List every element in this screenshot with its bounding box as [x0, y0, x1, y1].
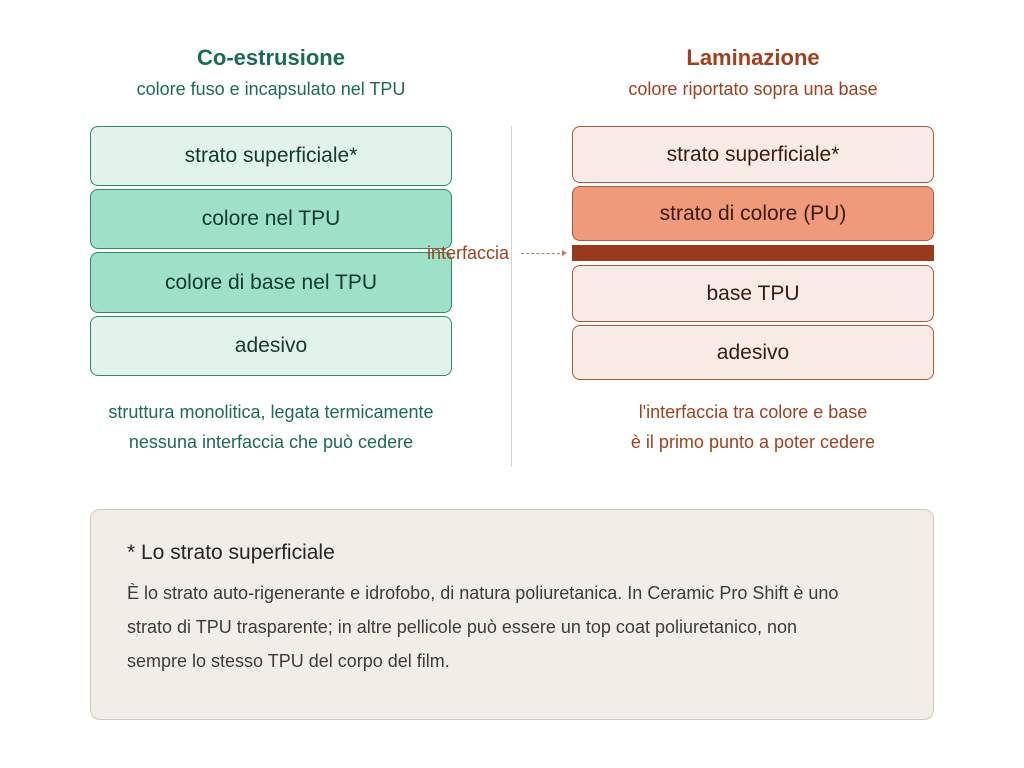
lamination-layer-surface: strato superficiale*	[572, 126, 934, 183]
lamination-layer-adhesive: adesivo	[572, 325, 934, 380]
coextrusion-note-line-1: struttura monolitica, legata termicamente	[108, 402, 434, 422]
lamination-note-line-2: è il primo punto a poter cedere	[630, 432, 876, 452]
coextrusion-title: Co-estrusione	[197, 45, 345, 70]
footnote-title: * Lo strato superficiale	[127, 541, 335, 564]
coextrusion-note	[90, 397, 452, 457]
coextrusion-layer-adhesive: adesivo	[90, 316, 452, 376]
interface-connector-line	[521, 253, 565, 254]
lamination-subtitle: colore riportato sopra una base	[628, 79, 878, 99]
column-divider	[511, 126, 512, 467]
lamination-layer-color: strato di colore (PU)	[572, 186, 934, 241]
coextrusion-subtitle: colore fuso e incapsulato nel TPU	[136, 79, 406, 99]
lamination-title: Laminazione	[686, 45, 820, 70]
interface-bar	[572, 245, 934, 261]
coextrusion-layer-base-color: colore di base nel TPU	[90, 252, 452, 313]
footnote-box	[90, 509, 934, 720]
coextrusion-layer-color: colore nel TPU	[90, 189, 452, 249]
interface-arrow-icon	[562, 250, 567, 256]
interface-label: interfaccia	[427, 243, 510, 263]
lamination-note	[572, 397, 934, 457]
footnote-text: È lo strato auto-rigenerante e idrofobo, di natura poliuretanica. In Ceramic Pro Shift è uno strato di TPU trasparente; in altre pellicole può essere un top coat poliuretanico, non sempre lo stesso TPU del corpo del film.	[127, 583, 839, 671]
coextrusion-layer-surface: strato superficiale*	[90, 126, 452, 186]
lamination-layer-base: base TPU	[572, 265, 934, 322]
lamination-note-line-1: l'interfaccia tra colore e base	[638, 402, 868, 422]
coextrusion-note-line-2: nessuna interfaccia che può cedere	[128, 432, 414, 452]
